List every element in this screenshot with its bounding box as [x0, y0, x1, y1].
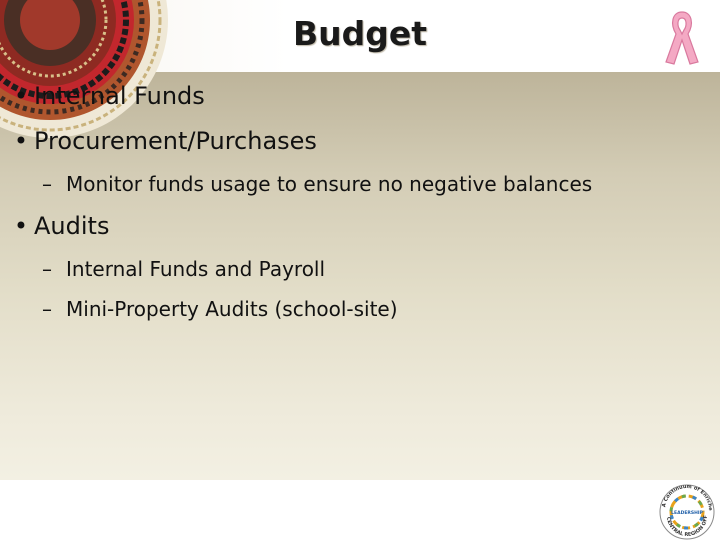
bullet-item — [8, 212, 109, 240]
pink-ribbon-icon — [660, 8, 704, 66]
bullet-item — [8, 82, 205, 110]
slide-title: Budget — [292, 14, 428, 53]
bullet-text: Internal Funds — [34, 82, 205, 110]
bullet-marker: • — [13, 127, 29, 155]
bullet-marker: • — [13, 82, 29, 110]
leadership-seal-logo-icon — [655, 480, 719, 540]
bullet-text: Procurement/Purchases — [34, 127, 317, 155]
logo-bottom-arc: CENTRAL REGION OFF — [664, 515, 710, 539]
sub-bullet-item — [42, 172, 592, 196]
bullet-marker: • — [13, 212, 29, 240]
sub-bullet-marker: – — [42, 297, 52, 321]
logo-top-arc: A Continuum of Enriche — [661, 483, 714, 511]
sub-bullet-item — [42, 297, 398, 321]
sub-bullet-text: Mini-Property Audits (school-site) — [66, 297, 398, 321]
sub-bullet-marker: – — [42, 172, 52, 196]
slide-footer — [0, 480, 720, 540]
sub-bullet-text: Internal Funds and Payroll — [66, 257, 326, 281]
bullet-text: Audits — [34, 212, 110, 240]
sub-bullet-text: Monitor funds usage to ensure no negative balances — [66, 172, 593, 196]
logo-center: LEADERSHIP — [671, 511, 703, 516]
sub-bullet-item — [42, 257, 325, 281]
bullet-item — [8, 127, 317, 155]
sub-bullet-marker: – — [42, 257, 52, 281]
